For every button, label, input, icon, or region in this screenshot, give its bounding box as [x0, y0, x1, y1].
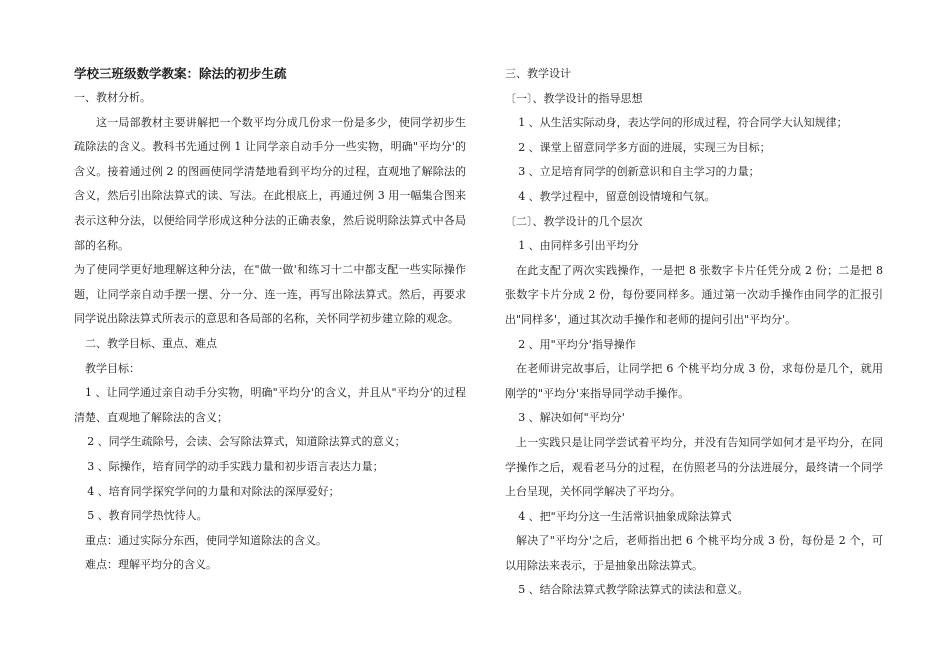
idea-item-4: 4 、教学过程中，留意创设情境和气氛。 [518, 189, 716, 203]
goal-item-2: 2 、同学生疏除号，会读、会写除法算式，知道除法算式的意义； [87, 435, 406, 449]
goal-item-3: 3 、际操作，培育同学的动手实践力量和初步语言表达力量； [87, 459, 384, 473]
idea-item-1: 1 、从生活实际动身，表达学问的形成过程，符合同学大认知规律； [518, 116, 848, 130]
level-paragraph-1: 在此支配了两次实践操作，一是把 8 张数字卡片任凭分成 2 份；二是把 8 张数字卡片分成 2 份，每份要同样多。通过第一次动手操作由同学的汇报引出"同样多'，通过其次动手操作和老师的提问引出"平均分'。 [505, 263, 883, 326]
level-heading-3: 3 、解决如何"平均分' [518, 411, 625, 425]
subheading-levels: 〔二〕、教学设计的几个层次 [505, 214, 643, 228]
right-column [505, 62, 883, 603]
level-paragraph-2: 在老师讲完故事后，让同学把 6 个桃平均分成 3 份，求每份是几个，就用刚学的"平均分'来指导同学动手操作。 [505, 362, 883, 400]
goal-item-1: 1 、让同学通过亲自动手分实物，明确"平均分'的含义，并且从"平均分'的过程清楚、直观地了解除法的含义； [74, 386, 466, 424]
goal-item-5: 5 、教育同学热忱待人。 [87, 509, 208, 523]
level-heading-5: 5 、结合除法算式教学除法算式的读法和意义。 [518, 583, 749, 597]
section-heading-goals: 二、教学目标、重点、难点 [85, 336, 217, 350]
section-heading-textbook-analysis: 一、教材分析。 [74, 91, 151, 104]
idea-item-3: 3 、立足培育同学的创新意识和自主学习的力量； [518, 165, 760, 179]
level-heading-2: 2 、用"平均分'指导操作 [518, 337, 636, 351]
left-column [74, 62, 466, 578]
goals-label: 教学目标： [85, 361, 140, 375]
section-heading-teaching-design: 三、教学设计 [505, 67, 571, 80]
document-title: 学校三班级数学教案：除法的初步生疏 [74, 66, 287, 81]
paragraph-textbook-intro: 这一局部教材主要讲解把一个数平均分成几份求一份是多少，使同学初步生疏除法的含义。教科书先通过例 1 让同学亲自动手分一些实物，明确"平均分'的含义。接着通过例 2 的图画使同学清楚地看到平均分的过程，直观地了解除法的含义，然后引出除法算式的读、写法。在此根底上，再通过例 3 用一幅集合图来表示这种分法，以便给同学形成这种分法的正确表象，然后说明除法算式中各局部的名称。 [74, 115, 466, 252]
level-paragraph-4: 解决了"平均分'之后，老师指出把 6 个桃平均分成 3 份，每份是 2 个，可以用除法来表示，于是抽象出除法算式。 [505, 534, 883, 572]
key-point: 重点：通过实际分东西，使同学知道除法的含义。 [85, 533, 327, 547]
subheading-guiding-ideas: 〔一〕、教学设计的指导思想 [505, 91, 643, 105]
idea-item-2: 2 、课堂上留意同学多方面的进展，实现三为目标； [518, 140, 771, 154]
paragraph-practice: 为了使同学更好地理解这种分法，在"做一做'和练习十二中都支配一些实际操作题，让同学亲自动手摆一摆、分一分、连一连，再写出除法算式。然后，再要求同学说出除法算式所表示的意思和各局部的名称，关怀同学初步建立除的观念。 [74, 263, 466, 326]
difficult-point: 难点：理解平均分的含义。 [85, 558, 217, 572]
goal-item-4: 4 、培育同学探究学问的力量和对除法的深厚爱好； [87, 484, 340, 498]
level-heading-1: 1 、由同样多引出平均分 [518, 239, 639, 253]
level-heading-4: 4 、把"平均分这一生活常识抽象成除法算式 [518, 509, 732, 523]
level-paragraph-3: 上一实践只是让同学尝试着平均分，并没有告知同学如何才是平均分，在同学操作之后，观看老马分的过程，在仿照老马的分法进展分，最终请一个同学上台呈现，关怀同学解决了平均分。 [505, 435, 883, 499]
